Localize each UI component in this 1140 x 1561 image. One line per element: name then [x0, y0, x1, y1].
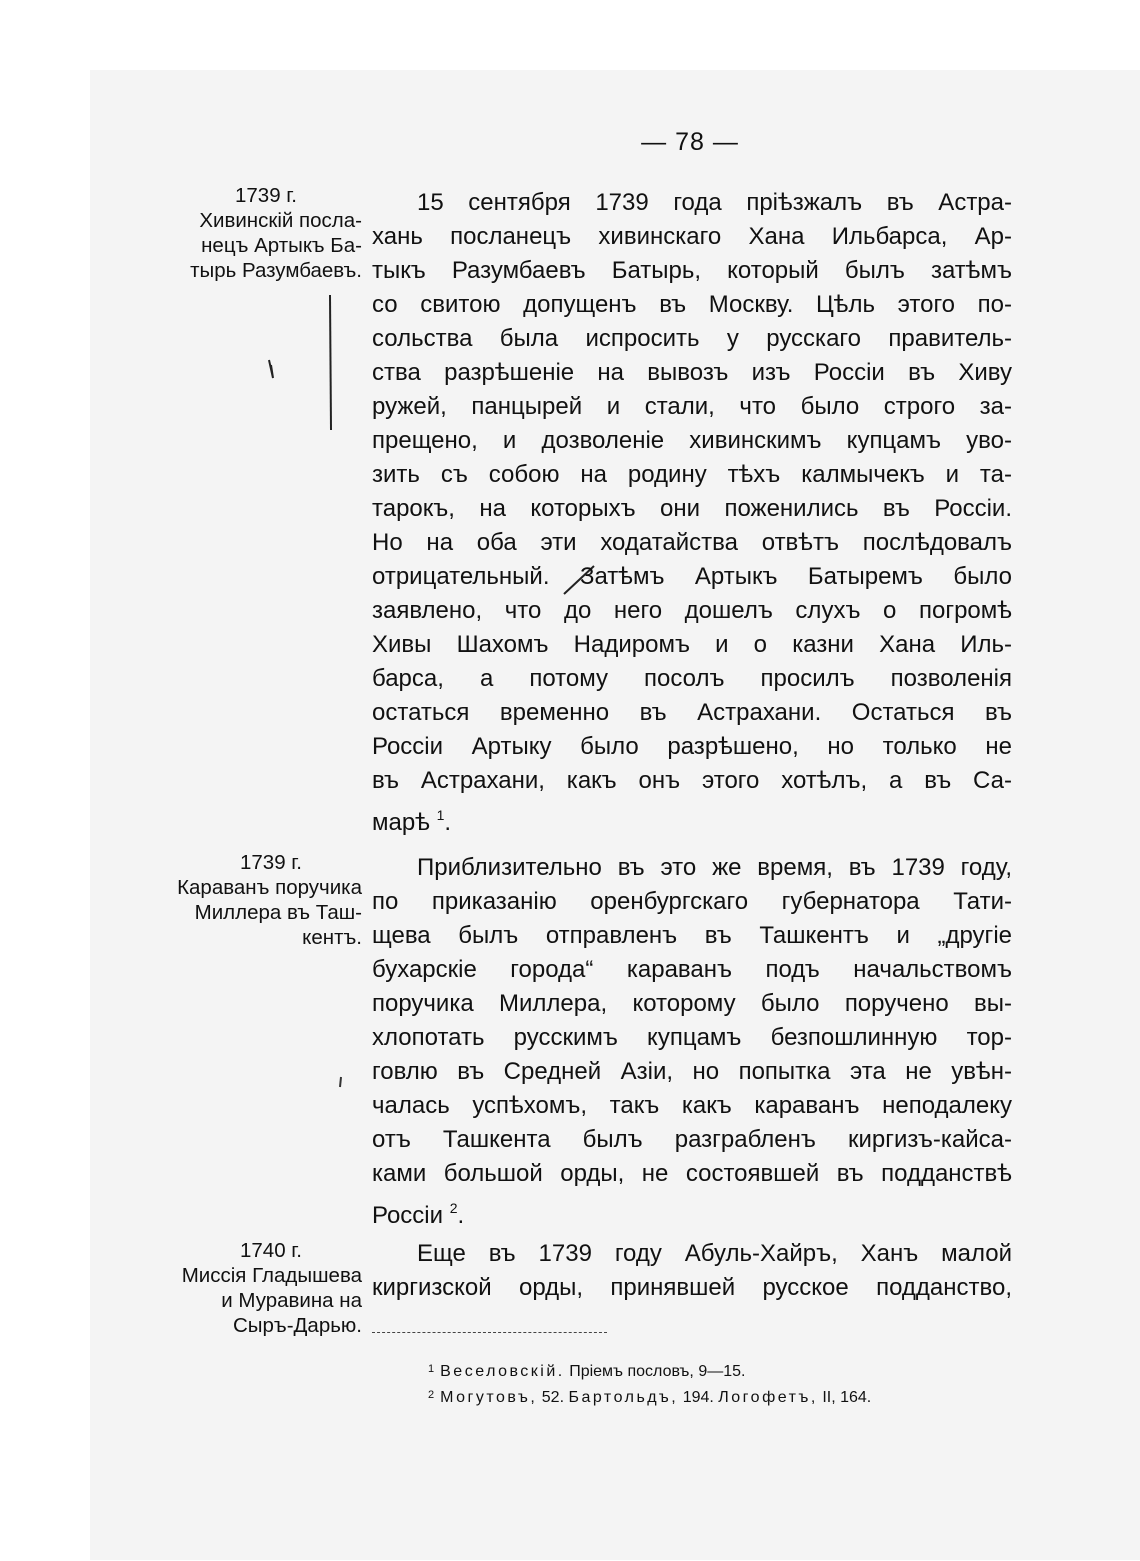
footnote-mark: 2 [428, 1389, 435, 1401]
text-line: ства разрѣшеніе на вывозъ изъ Россіи въ Хиву [372, 359, 1012, 386]
text-line: поручика Миллера, которому было поручено вы- [372, 990, 1012, 1017]
footnote-2 [428, 1385, 871, 1408]
text-line: Хивы Шахомъ Надиромъ и о казни Хана Иль- [372, 631, 1012, 658]
text-line: барса, а потому посолъ просилъ позволенія [372, 665, 1012, 692]
margin-note-line: 1740 г. [240, 1239, 302, 1262]
text-line: бухарскіе города“ караванъ подъ начальствомъ [372, 956, 1012, 983]
text-line: сольства была испросить у русскаго правитель- [372, 325, 1012, 352]
margin-note-line: 1739 г. [235, 184, 297, 207]
page-number: — 78 — [641, 128, 739, 156]
text-line: Россіи Артыку было разрѣшено, но только не [372, 733, 1012, 760]
text-line: говлю въ Средней Азіи, но попытка эта не увѣн- [372, 1058, 1012, 1085]
text-fragment: Россіи [372, 1202, 444, 1229]
text-fragment: марѣ [372, 809, 430, 836]
text-line: хань посланецъ хивинскаго Хана Ильбарса, Ар- [372, 223, 1012, 250]
text-line: Еще въ 1739 году Абуль-Хайръ, Ханъ малой [417, 1240, 1012, 1267]
text-line: ками большой орды, не состоявшей въ подданствѣ [372, 1160, 1012, 1187]
margin-pen-mark [255, 290, 345, 440]
margin-note-line: кентъ. [302, 926, 362, 949]
margin-note-2 [130, 850, 362, 950]
text-line: остаться временно въ Астрахани. Остаться въ [372, 699, 1012, 726]
footnote-text: Пріемъ пословъ, 9—15. [569, 1363, 746, 1380]
text-line: хлопотать русскимъ купцамъ безпошлинную тор- [372, 1024, 1012, 1051]
footnote-text: 52. [541, 1389, 565, 1406]
footnote-author: Могутовъ, [440, 1389, 538, 1406]
margin-note-line: и Муравина на [221, 1289, 362, 1312]
text-line: зить съ собою на родину тѣхъ калмычекъ и та- [372, 461, 1012, 488]
text-line: отрицательный. Затѣмъ Артыкъ Батыремъ было [372, 563, 1012, 590]
margin-note-1 [130, 183, 362, 283]
margin-note-line: нецъ Артыкъ Ба- [201, 234, 362, 257]
margin-note-3 [130, 1238, 362, 1338]
text-line: Приблизительно въ это же время, въ 1739 году, [417, 854, 1012, 881]
text-line: въ Астрахани, какъ онъ этого хотѣлъ, а въ Са- [372, 767, 1012, 794]
text-line: щева былъ отправленъ въ Ташкентъ и „другіе [372, 922, 1012, 949]
paragraph-1 [372, 186, 1012, 840]
margin-note-line: Хивинскій посла- [199, 209, 362, 232]
text-line: чалась успѣхомъ, такъ какъ караванъ неподалеку [372, 1092, 1012, 1119]
text-line: тыкъ Разумбаевъ Батырь, который былъ затѣмъ [372, 257, 1012, 284]
text-line-last: марѣ $^1$. [372, 807, 452, 836]
text-line: со свитою допущенъ въ Москву. Цѣль этого по- [372, 291, 1012, 318]
footnote-ref: 2 [449, 1200, 458, 1216]
paragraph-3 [372, 1237, 1012, 1305]
text-line: 15 сентября 1739 года пріѣзжалъ въ Астра- [417, 189, 1012, 216]
text-line: ружей, панцырей и стали, что было строго за- [372, 393, 1012, 420]
text-line-last: Россіи $^2$. [372, 1200, 465, 1229]
text-line: тарокъ, на которыхъ они поженились въ Россіи. [372, 495, 1012, 522]
margin-note-line: Сыръ-Дарью. [232, 1314, 362, 1337]
text-line: киргизской орды, принявшей русское подданство, [372, 1274, 1012, 1301]
margin-note-line: 1739 г. [240, 851, 302, 874]
margin-note-line: тырь Разумбаевъ. [190, 259, 362, 282]
text-line: заявлено, что до него дошелъ слухъ о погромѣ [372, 597, 1012, 624]
margin-note-line: Караванъ поручика [177, 876, 362, 899]
footnote-author: Логофетъ, [718, 1389, 818, 1406]
footnote-divider [372, 1332, 607, 1333]
footnote-1 [428, 1359, 745, 1382]
footnote-mark: 1 [428, 1363, 435, 1375]
footnote-author: Веселовскій. [440, 1363, 565, 1380]
text-line: отъ Ташкента былъ разграбленъ киргизъ-кайса- [372, 1126, 1012, 1153]
margin-pen-tick [335, 1075, 347, 1091]
margin-note-line: Миссія Гладышева [181, 1264, 362, 1287]
footnote-text: II, 164. [822, 1389, 872, 1406]
text-line: по приказанію оренбургскаго губернатора Тати- [372, 888, 1012, 915]
footnote-text: 194. [682, 1389, 714, 1406]
text-line: Но на оба эти ходатайства отвѣтъ послѣдовалъ [372, 529, 1012, 556]
text-line: прещено, и дозволеніе хивинскимъ купцамъ уво- [372, 427, 1012, 454]
footnote-author: Бартольдъ, [568, 1389, 679, 1406]
paragraph-2 [372, 851, 1012, 1233]
margin-note-line: Миллера въ Таш- [194, 901, 362, 924]
footnote-ref: 1 [436, 807, 445, 823]
